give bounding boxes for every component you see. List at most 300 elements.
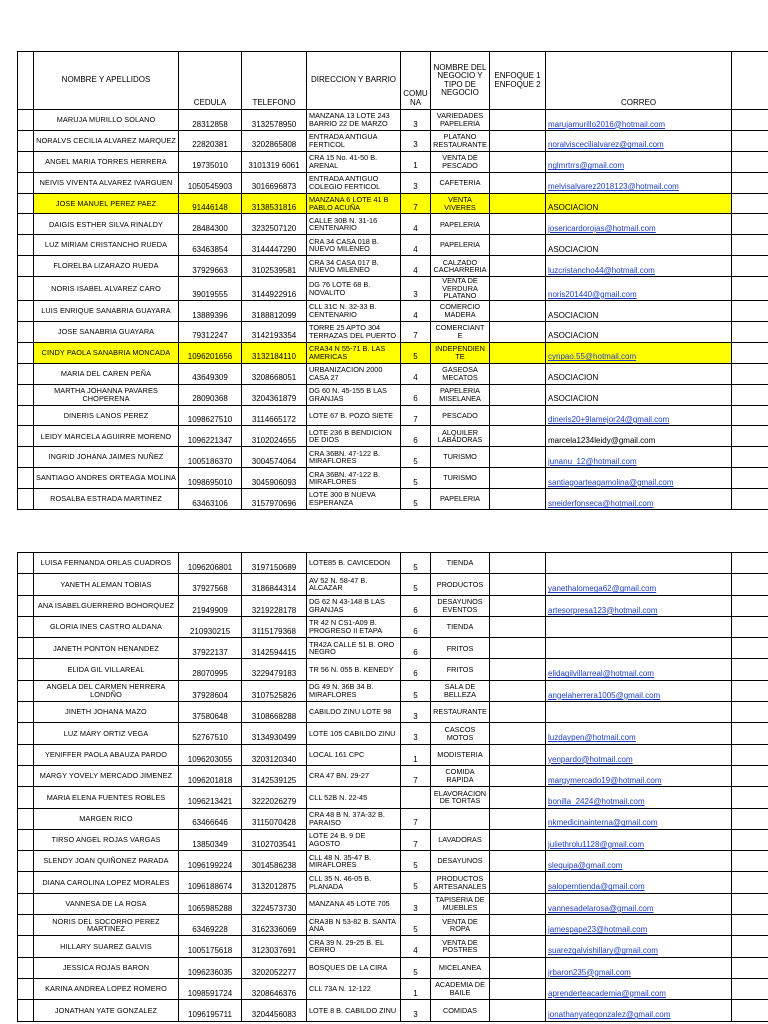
cell-correo[interactable]: yanethalomega62@gmail.com <box>546 574 732 595</box>
row-blank-left <box>18 616 34 637</box>
table-row <box>18 363 768 384</box>
row-blank-left <box>18 235 34 256</box>
cell-negocio: CAFETERIA <box>431 172 490 193</box>
cell-direccion: CLL 31C N. 32-33 B. CENTENARIO <box>307 301 401 322</box>
cell-correo[interactable]: aprenderteacademia@gmail.com <box>546 978 732 999</box>
cell-name: SANTIAGO ANDRES ORTEAGA MOLINA <box>34 468 179 489</box>
cell-correo[interactable]: yenpardo@hotmail.com <box>546 744 732 765</box>
cell-negocio: DESAYUNOS <box>431 851 490 872</box>
cell-correo[interactable]: marujamurillo2016@hotmail.com <box>546 110 732 131</box>
cell-comuna: 5 <box>401 342 431 363</box>
cell-comuna: 4 <box>401 235 431 256</box>
cell-negocio: ACADEMIA DE BAILE <box>431 978 490 999</box>
cell-correo[interactable]: artesorpresa123@hotmail.com <box>546 595 732 616</box>
cell-name: YANETH ALEMAN TOBIAS <box>34 574 179 595</box>
cell-direccion: LOTE85 B. CAVICEDON <box>307 553 401 574</box>
cell-enfoque <box>490 659 546 680</box>
cell-comuna: 3 <box>401 130 431 151</box>
cell-direccion: TR42A CALLE 51 B. ORO NEGRO <box>307 638 401 659</box>
cell-telefono: 3115179368 <box>242 616 307 637</box>
table-row <box>18 468 768 489</box>
cell-correo[interactable]: margymercado19@hotmail.com <box>546 765 732 786</box>
cell-comuna: 5 <box>401 574 431 595</box>
table-row <box>18 744 768 765</box>
cell-direccion: CRA 47 BN. 29-27 <box>307 765 401 786</box>
cell-direccion: CRA 36BN. 47-122 B. MIRAFLORES <box>307 447 401 468</box>
cell-enfoque <box>490 151 546 172</box>
cell-enfoque <box>490 723 546 744</box>
row-blank-right <box>732 1000 768 1021</box>
row-blank-right <box>732 277 768 301</box>
row-blank-left <box>18 405 34 426</box>
cell-name: JANETH PONTON HENANDEZ <box>34 638 179 659</box>
row-blank-right <box>732 151 768 172</box>
cell-comuna: 6 <box>401 426 431 447</box>
row-blank-right <box>732 172 768 193</box>
row-blank-right <box>732 447 768 468</box>
cell-negocio: COMIDA RAPIDA <box>431 765 490 786</box>
cell-telefono: 3045906093 <box>242 468 307 489</box>
cell-enfoque <box>490 342 546 363</box>
cell-correo: ASOCIACION <box>546 235 732 256</box>
row-blank-right <box>732 468 768 489</box>
cell-cedula: 13850349 <box>179 829 242 850</box>
cell-negocio: GASEOSA MECATOS <box>431 363 490 384</box>
cell-cedula: 21949909 <box>179 595 242 616</box>
cell-direccion: TORRE 25 APTO 304 TERRAZAS DEL PUERTO <box>307 321 401 342</box>
cell-negocio: VENTA DE PESCADO <box>431 151 490 172</box>
cell-comuna: 5 <box>401 489 431 510</box>
row-blank-right <box>732 110 768 131</box>
cell-correo[interactable]: nglmrtrrs@gmail.com <box>546 151 732 172</box>
cell-negocio: RESTAURANTE <box>431 702 490 723</box>
cell-telefono: 3157970696 <box>242 489 307 510</box>
cell-telefono: 3132012875 <box>242 872 307 893</box>
cell-cedula: 1096195711 <box>179 1000 242 1021</box>
cell-name: LUISA FERNANDA ORLAS CUADROS <box>34 553 179 574</box>
cell-comuna: 6 <box>401 384 431 405</box>
cell-comuna: 1 <box>401 151 431 172</box>
cell-telefono: 3232507120 <box>242 214 307 235</box>
cell-cedula: 1096221347 <box>179 426 242 447</box>
cell-enfoque <box>490 405 546 426</box>
cell-correo <box>546 553 732 574</box>
cell-comuna: 7 <box>401 405 431 426</box>
row-blank-left <box>18 214 34 235</box>
cell-cedula: 37928604 <box>179 680 242 701</box>
cell-cedula: 91446148 <box>179 193 242 214</box>
table-row <box>18 342 768 363</box>
row-blank-left <box>18 426 34 447</box>
cell-negocio: MODISTERIA <box>431 744 490 765</box>
cell-telefono: 3132578950 <box>242 110 307 131</box>
cell-direccion: CALLE 30B N. 31-16 CENTENARIO <box>307 214 401 235</box>
cell-enfoque <box>490 214 546 235</box>
cell-comuna: 3 <box>401 702 431 723</box>
cell-correo[interactable]: elidagilvillarreal@hotmail.com <box>546 659 732 680</box>
row-blank-right <box>732 787 768 808</box>
cell-name: NORIS ISABEL ALVAREZ CARO <box>34 277 179 301</box>
cell-telefono: 3224573730 <box>242 893 307 914</box>
cell-cedula: 79312247 <box>179 321 242 342</box>
cell-direccion: TR 56 N. 055 B. KENEDY <box>307 659 401 680</box>
cell-correo[interactable]: cynpao.55@hotmail.com <box>546 342 732 363</box>
cell-enfoque <box>490 468 546 489</box>
cell-enfoque <box>490 638 546 659</box>
cell-negocio: TURISMO <box>431 447 490 468</box>
cell-direccion: CLL 73A N. 12-122 <box>307 978 401 999</box>
cell-comuna: 3 <box>401 1000 431 1021</box>
cell-comuna: 4 <box>401 214 431 235</box>
cell-enfoque <box>490 808 546 829</box>
cell-direccion: LOTE 300 B NUEVA ESPERANZA <box>307 489 401 510</box>
cell-enfoque <box>490 172 546 193</box>
cell-direccion: LOCAL 161 CPC <box>307 744 401 765</box>
cell-enfoque <box>490 110 546 131</box>
cell-cedula: 1005175618 <box>179 936 242 957</box>
cell-cedula: 19735010 <box>179 151 242 172</box>
cell-name: ELIDA GIL VILLAREAL <box>34 659 179 680</box>
cell-name: ANGELA DEL CARMEN HERRERA LONDÑO <box>34 680 179 701</box>
cell-correo[interactable]: jamespape23@hotmail.com <box>546 915 732 936</box>
cell-comuna: 6 <box>401 595 431 616</box>
cell-direccion: URBANIZACION 2000 CASA 27 <box>307 363 401 384</box>
row-blank-left <box>18 574 34 595</box>
cell-enfoque <box>490 193 546 214</box>
cell-correo[interactable]: bonilla_2424@hotmail.com <box>546 787 732 808</box>
row-blank-left <box>18 893 34 914</box>
cell-enfoque <box>490 680 546 701</box>
row-blank-right <box>732 744 768 765</box>
cell-negocio: SALA DE BELLEZA <box>431 680 490 701</box>
cell-telefono: 3188812099 <box>242 301 307 322</box>
cell-comuna: 7 <box>401 808 431 829</box>
cell-enfoque <box>490 765 546 786</box>
cell-direccion: LOTE 105 CABILDO ZINU <box>307 723 401 744</box>
cell-direccion: BOSQUES DE LA CIRA <box>307 957 401 978</box>
cell-comuna: 3 <box>401 277 431 301</box>
table-row <box>18 256 768 277</box>
row-blank-left <box>18 829 34 850</box>
row-blank-left <box>18 872 34 893</box>
cell-cedula: 63469228 <box>179 915 242 936</box>
cell-correo[interactable]: jrbaron235@gmail.com <box>546 957 732 978</box>
cell-telefono: 3108668288 <box>242 702 307 723</box>
cell-name: MARIA DEL CAREN PEÑA <box>34 363 179 384</box>
cell-name: JONATHAN YATE GONZALEZ <box>34 1000 179 1021</box>
cell-telefono: 3102024655 <box>242 426 307 447</box>
table-row <box>18 130 768 151</box>
cell-name: LUIS ENRIQUE SANABRIA GUAYARA <box>34 301 179 322</box>
cell-name: ANGEL MARIA TORRES HERRERA <box>34 151 179 172</box>
cell-cedula: 63463854 <box>179 235 242 256</box>
cell-comuna: 1 <box>401 978 431 999</box>
cell-telefono: 3229479183 <box>242 659 307 680</box>
row-blank-right <box>732 638 768 659</box>
table-row <box>18 829 768 850</box>
cell-negocio: VENTA DE ROPA <box>431 915 490 936</box>
cell-name: LEIDY MARCELA AGUIRRE MORENO <box>34 426 179 447</box>
cell-name: CINDY PAOLA SANABRIA MONCADA <box>34 342 179 363</box>
cell-direccion: CABILDO ZINU LOTE 98 <box>307 702 401 723</box>
cell-enfoque <box>490 130 546 151</box>
header-blank-left <box>18 52 34 110</box>
cell-cedula: 1096188674 <box>179 872 242 893</box>
cell-telefono: 3102703541 <box>242 829 307 850</box>
cell-negocio: MICELANEA <box>431 957 490 978</box>
cell-correo[interactable]: sneiderfonseca@hotmail.com <box>546 489 732 510</box>
row-blank-left <box>18 978 34 999</box>
header-negocio: NOMBRE DEL NEGOCIO Y TIPO DE NEGOCIO <box>431 52 490 110</box>
table-row <box>18 765 768 786</box>
cell-negocio: VENTA DE VERDURA PLATANO <box>431 277 490 301</box>
cell-correo[interactable]: luzcristancho44@hotmail.com <box>546 256 732 277</box>
cell-correo[interactable]: luzdaypen@hotmail.com <box>546 723 732 744</box>
row-blank-right <box>732 489 768 510</box>
cell-comuna: 6 <box>401 616 431 637</box>
cell-negocio: PAPELERIA MISELANEA <box>431 384 490 405</box>
cell-direccion: MANZANA 45 LOTE 705 <box>307 893 401 914</box>
cell-negocio: COMERCIANT E <box>431 321 490 342</box>
cell-telefono: 3102539581 <box>242 256 307 277</box>
cell-cedula: 1098695010 <box>179 468 242 489</box>
row-blank-left <box>18 744 34 765</box>
cell-cedula: 1005186370 <box>179 447 242 468</box>
row-blank-left <box>18 808 34 829</box>
cell-telefono: 3186844314 <box>242 574 307 595</box>
cell-cedula: 1065985288 <box>179 893 242 914</box>
cell-negocio: PLATANO RESTAURANTE <box>431 130 490 151</box>
table-row <box>18 553 768 574</box>
cell-comuna: 5 <box>401 468 431 489</box>
cell-correo[interactable]: vannesadelarosa@gmail.com <box>546 893 732 914</box>
cell-cedula: 1050545903 <box>179 172 242 193</box>
cell-telefono: 3016696873 <box>242 172 307 193</box>
cell-name: TIRSO ANGEL ROJAS VARGAS <box>34 829 179 850</box>
cell-comuna: 7 <box>401 321 431 342</box>
row-blank-left <box>18 193 34 214</box>
cell-comuna: 7 <box>401 765 431 786</box>
cell-correo[interactable]: suarezgalvishillary@gmail.com <box>546 936 732 957</box>
row-blank-left <box>18 787 34 808</box>
cell-enfoque <box>490 277 546 301</box>
cell-negocio: CASCOS MOTOS <box>431 723 490 744</box>
cell-direccion: CRA 15 No. 41-50 B. ARENAL <box>307 151 401 172</box>
cell-comuna: 5 <box>401 957 431 978</box>
table-row <box>18 214 768 235</box>
table-row <box>18 574 768 595</box>
cell-negocio: COMIDAS <box>431 1000 490 1021</box>
row-blank-left <box>18 595 34 616</box>
table-row <box>18 193 768 214</box>
table-row <box>18 235 768 256</box>
cell-comuna: 5 <box>401 680 431 701</box>
cell-negocio: ELAVORACION DE TORTAS <box>431 787 490 808</box>
row-blank-left <box>18 851 34 872</box>
cell-direccion: LOTE 24 B. 9 DE AGOSTO <box>307 829 401 850</box>
cell-telefono: 3114665172 <box>242 405 307 426</box>
cell-name: DIANA CAROLINA LOPEZ MORALES <box>34 872 179 893</box>
cell-enfoque <box>490 702 546 723</box>
cell-direccion: CRA3B N 53-82 B. SANTA ANA <box>307 915 401 936</box>
cell-correo[interactable]: salopemtienda@gmail.com <box>546 872 732 893</box>
cell-enfoque <box>490 301 546 322</box>
cell-name: DAIGIS ESTHER SILVA RINALDY <box>34 214 179 235</box>
cell-telefono: 3132184110 <box>242 342 307 363</box>
cell-negocio: ALQUILER LABADORAS <box>431 426 490 447</box>
cell-correo[interactable]: juliethrolu1128@gmail.com <box>546 829 732 850</box>
row-blank-left <box>18 384 34 405</box>
cell-cedula: 63466646 <box>179 808 242 829</box>
cell-negocio: PESCADO <box>431 405 490 426</box>
cell-direccion: TR 42 N CS1-A09 B. PROGRESO II ETAPA <box>307 616 401 637</box>
cell-negocio: PAPELERIA <box>431 235 490 256</box>
cell-correo[interactable]: noris201440@gmail.com <box>546 277 732 301</box>
cell-name: NORIS DEL SOCORRO PEREZ MARTINEZ <box>34 915 179 936</box>
row-blank-left <box>18 680 34 701</box>
cell-direccion: MANZANA 13 LOTE 243 BARRIO 22 DE MARZO <box>307 110 401 131</box>
cell-name: SLENDY JOAN QUIÑONEZ PARADA <box>34 851 179 872</box>
row-blank-left <box>18 151 34 172</box>
cell-comuna: 5 <box>401 447 431 468</box>
table-row <box>18 489 768 510</box>
cell-correo[interactable]: melvisalvarez2018123@hotmail.com <box>546 172 732 193</box>
row-blank-right <box>732 321 768 342</box>
cell-name: LUZ MARY ORTIZ VEGA <box>34 723 179 744</box>
cell-direccion: DG 60 N. 45-155 B LAS GRANJAS <box>307 384 401 405</box>
row-blank-left <box>18 301 34 322</box>
cell-correo[interactable]: nkmedicinainterna@gmail.com <box>546 808 732 829</box>
cell-cedula: 37580648 <box>179 702 242 723</box>
cell-correo[interactable]: jonathanyategonzalez@gmail.com <box>546 1000 732 1021</box>
row-blank-left <box>18 489 34 510</box>
cell-correo: ASOCIACION <box>546 193 732 214</box>
cell-correo[interactable]: noralviscecilialvarez@gmail.com <box>546 130 732 151</box>
table-row <box>18 915 768 936</box>
table-row <box>18 151 768 172</box>
cell-telefono: 3144447290 <box>242 235 307 256</box>
table-row <box>18 321 768 342</box>
cell-name: INGRID JOHANA JAIMES NUÑEZ <box>34 447 179 468</box>
row-blank-right <box>732 426 768 447</box>
cell-enfoque <box>490 851 546 872</box>
cell-cedula: 1096213421 <box>179 787 242 808</box>
cell-direccion: CLL 52B N. 22-45 <box>307 787 401 808</box>
table-row <box>18 872 768 893</box>
row-blank-right <box>732 978 768 999</box>
cell-correo: ASOCIACION <box>546 321 732 342</box>
row-blank-right <box>732 301 768 322</box>
cell-correo[interactable]: junanu_12@hotmail.com <box>546 447 732 468</box>
cell-correo[interactable]: dineris20+9lamejor24@gmail.com <box>546 405 732 426</box>
cell-negocio: TIENDA <box>431 553 490 574</box>
row-blank-right <box>732 256 768 277</box>
row-blank-right <box>732 808 768 829</box>
cell-telefono: 3197150689 <box>242 553 307 574</box>
cell-enfoque <box>490 744 546 765</box>
cell-name: KARINA ANDREA LOPEZ ROMERO <box>34 978 179 999</box>
header-direccion: DIRECCION Y BARRIO <box>307 52 401 110</box>
cell-cedula: 37929663 <box>179 256 242 277</box>
cell-cedula: 1096201656 <box>179 342 242 363</box>
header-blank-right <box>732 52 768 110</box>
row-blank-left <box>18 130 34 151</box>
cell-telefono: 3202865808 <box>242 130 307 151</box>
cell-negocio: CALZADO CACHARRERIA <box>431 256 490 277</box>
header-cedula: CEDULA <box>179 52 242 110</box>
cell-comuna: 7 <box>401 829 431 850</box>
row-blank-right <box>732 659 768 680</box>
cell-cedula: 210930215 <box>179 616 242 637</box>
cell-comuna: 3 <box>401 172 431 193</box>
cell-correo[interactable]: santiagoarteagamolina@gmail.com <box>546 468 732 489</box>
cell-comuna: 4 <box>401 301 431 322</box>
cell-telefono: 3115070428 <box>242 808 307 829</box>
table-1-body <box>18 52 768 510</box>
cell-negocio: PAPELERIA <box>431 489 490 510</box>
cell-enfoque <box>490 447 546 468</box>
cell-correo[interactable]: angelaherrera1005@gmail.com <box>546 680 732 701</box>
row-blank-right <box>732 936 768 957</box>
cell-enfoque <box>490 936 546 957</box>
cell-comuna: 1 <box>401 744 431 765</box>
row-blank-right <box>732 872 768 893</box>
cell-negocio: VARIEDADES PAPELERIA <box>431 110 490 131</box>
table-row <box>18 659 768 680</box>
cell-enfoque <box>490 363 546 384</box>
cell-name: MARGEN RICO <box>34 808 179 829</box>
cell-enfoque <box>490 1000 546 1021</box>
row-blank-left <box>18 723 34 744</box>
cell-name: DINERIS LANOS PEREZ <box>34 405 179 426</box>
cell-name: FLORELBA LIZARAZO RUEDA <box>34 256 179 277</box>
cell-cedula: 1096236035 <box>179 957 242 978</box>
header-telefono: TELEFONO <box>242 52 307 110</box>
cell-enfoque <box>490 787 546 808</box>
cell-negocio: TIENDA <box>431 616 490 637</box>
row-blank-left <box>18 659 34 680</box>
header-enfoque: ENFOQUE 1 ENFOQUE 2 <box>490 52 546 110</box>
cell-name: LUZ MIRIAM CRISTANCHO RUEDA <box>34 235 179 256</box>
cell-cedula: 1098591724 <box>179 978 242 999</box>
cell-direccion: DG 49 N. 36B 34 B. MIRAFLORES <box>307 680 401 701</box>
row-blank-left <box>18 172 34 193</box>
row-blank-right <box>732 384 768 405</box>
contacts-table-2 <box>17 552 768 1022</box>
header-comuna: COMU NA <box>401 52 431 110</box>
table-row <box>18 638 768 659</box>
cell-enfoque <box>490 321 546 342</box>
header-name: NOMBRE Y APELLIDOS <box>34 52 179 110</box>
cell-correo[interactable]: slequipa@gmail.com <box>546 851 732 872</box>
cell-cedula: 39019555 <box>179 277 242 301</box>
cell-cedula: 63463106 <box>179 489 242 510</box>
row-blank-right <box>732 829 768 850</box>
cell-name: JESSICA ROJAS BARON <box>34 957 179 978</box>
cell-direccion: CRA 36BN. 47-122 B. MIRAFLORES <box>307 468 401 489</box>
cell-direccion: CRA34 N 55-71 B. LAS AMERICAS <box>307 342 401 363</box>
cell-enfoque <box>490 489 546 510</box>
cell-comuna: 3 <box>401 110 431 131</box>
cell-correo[interactable]: josericardorojas@hotmail.com <box>546 214 732 235</box>
cell-name: MARGY YOVELY MERCADO JIMENEZ <box>34 765 179 786</box>
table-row <box>18 172 768 193</box>
cell-cedula: 1096206801 <box>179 553 242 574</box>
cell-direccion: LOTE 236 B BENDICION DE DIOS <box>307 426 401 447</box>
cell-cedula: 13889396 <box>179 301 242 322</box>
cell-comuna: 7 <box>401 193 431 214</box>
row-blank-right <box>732 915 768 936</box>
